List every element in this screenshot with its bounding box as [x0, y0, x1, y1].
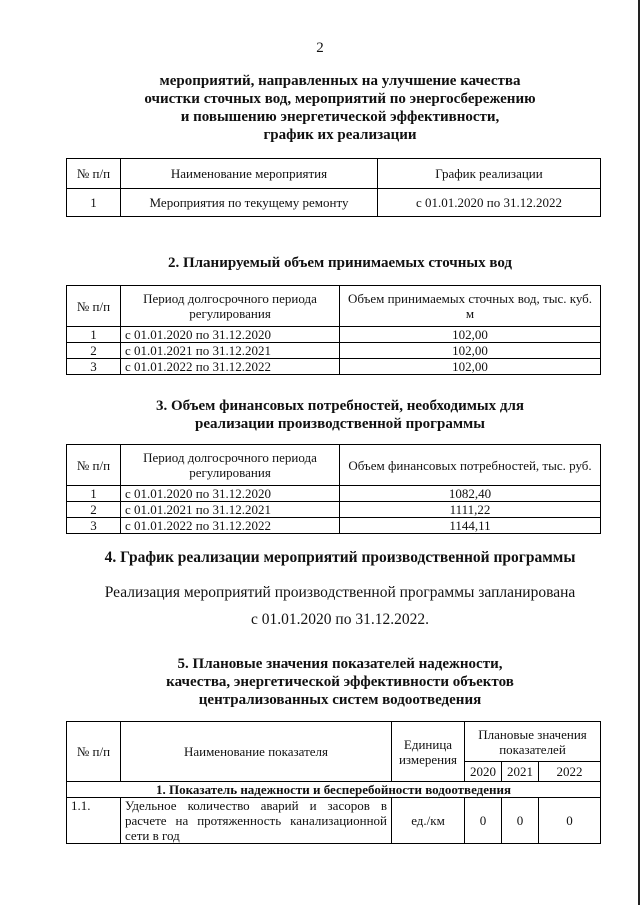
indicator-name-line: Удельное количество аварий и засоров в [125, 798, 387, 813]
intro-heading-line: и повышению энергетической эффективности, [180, 109, 500, 125]
table-group-row [67, 782, 601, 798]
table-cell: 2 [67, 343, 121, 359]
table-row [67, 502, 601, 518]
header-cell: Единица измерения [392, 722, 465, 782]
header-cell: Плановые значения показателей [465, 722, 601, 762]
header-cell: Наименование показателя [121, 722, 392, 782]
table-cell: с 01.01.2020 по 31.12.2022 [378, 189, 601, 217]
table-cell: 1 [67, 189, 121, 217]
group-heading-cell: 1. Показатель надежности и бесперебойности водоотведения [67, 782, 601, 798]
table-row [67, 327, 601, 343]
table-cell: с 01.01.2022 по 31.12.2022 [121, 518, 340, 534]
header-cell: № п/п [67, 445, 121, 486]
section-3-title-line: 3. Объем финансовых потребностей, необходимых для [155, 398, 525, 414]
section-5-title-line: качества, энергетической эффективности объектов [166, 674, 514, 690]
header-cell: Объем финансовых потребностей, тыс. руб. [340, 445, 601, 486]
section-5-title-line: централизованных систем водоотведения [198, 692, 482, 708]
section-2-title: 2. Планируемый объем принимаемых сточных вод [167, 255, 513, 271]
table-cell: 2 [67, 502, 121, 518]
table-row [67, 486, 601, 502]
intro-heading-line: мероприятий, направленных на улучшение качества [159, 73, 521, 89]
table-cell: 0 [539, 798, 601, 844]
table-cell: с 01.01.2020 по 31.12.2020 [121, 327, 340, 343]
section-5-title-line: 5. Плановые значения показателей надежности, [177, 656, 503, 672]
header-cell: № п/п [67, 286, 121, 327]
indicator-name-line: расчете на протяженность канализационной [125, 813, 387, 828]
table-cell: 1144,11 [340, 518, 601, 534]
table-cell: 1082,40 [340, 486, 601, 502]
header-cell: Наименование мероприятия [121, 159, 378, 189]
financial-needs-table [66, 444, 601, 534]
intro-heading [60, 72, 620, 144]
table-cell: 102,00 [340, 359, 601, 375]
section-5-title [60, 655, 620, 709]
table-cell: Мероприятия по текущему ремонту [121, 189, 378, 217]
header-cell: Объем принимаемых сточных вод, тыс. куб. м [340, 286, 601, 327]
wastewater-volume-table [66, 285, 601, 375]
table-cell: 3 [67, 359, 121, 375]
table-row [67, 343, 601, 359]
indicators-table [66, 721, 601, 844]
table-row [67, 798, 601, 844]
table-header-row [67, 722, 601, 762]
indicator-name-line: сети в год [125, 828, 180, 843]
header-cell: № п/п [67, 159, 121, 189]
year-header-cell: 2021 [502, 762, 539, 782]
table-cell: ед./км [392, 798, 465, 844]
table-cell: 3 [67, 518, 121, 534]
header-cell: № п/п [67, 722, 121, 782]
year-header-cell: 2022 [539, 762, 601, 782]
indicator-name-cell [121, 798, 392, 844]
intro-heading-line: очистки сточных вод, мероприятий по энергосбережению [144, 91, 536, 107]
header-cell: Период долгосрочного периода регулирования [121, 445, 340, 486]
table-header-row [67, 445, 601, 486]
table-header-row [67, 286, 601, 327]
measures-table [66, 158, 601, 217]
table-row [67, 518, 601, 534]
table-cell: 1 [67, 327, 121, 343]
section-4-text-line: с 01.01.2020 по 31.12.2022. [251, 611, 429, 628]
table-cell: с 01.01.2021 по 31.12.2021 [121, 343, 340, 359]
page-number: 2 [316, 40, 324, 56]
table-cell: с 01.01.2020 по 31.12.2020 [121, 486, 340, 502]
section-4-title: 4. График реализации мероприятий производственной программы [104, 549, 576, 566]
table-cell: 1111,22 [340, 502, 601, 518]
table-cell: с 01.01.2021 по 31.12.2021 [121, 502, 340, 518]
table-row [67, 189, 601, 217]
table-cell: 0 [502, 798, 539, 844]
section-3-title [60, 397, 620, 433]
header-cell: График реализации [378, 159, 601, 189]
year-header-cell: 2020 [465, 762, 502, 782]
table-cell: 1 [67, 486, 121, 502]
table-row [67, 359, 601, 375]
table-cell: 102,00 [340, 343, 601, 359]
table-cell: 102,00 [340, 327, 601, 343]
table-cell: 1.1. [67, 798, 121, 844]
intro-heading-line: график их реализации [263, 127, 417, 143]
table-header-row [67, 159, 601, 189]
table-cell: с 01.01.2022 по 31.12.2022 [121, 359, 340, 375]
section-3-title-line: реализации производственной программы [195, 416, 485, 432]
section-4-text-line: Реализация мероприятий производственной программы запланирована [104, 584, 576, 601]
table-cell: 0 [465, 798, 502, 844]
header-cell: Период долгосрочного периода регулирования [121, 286, 340, 327]
